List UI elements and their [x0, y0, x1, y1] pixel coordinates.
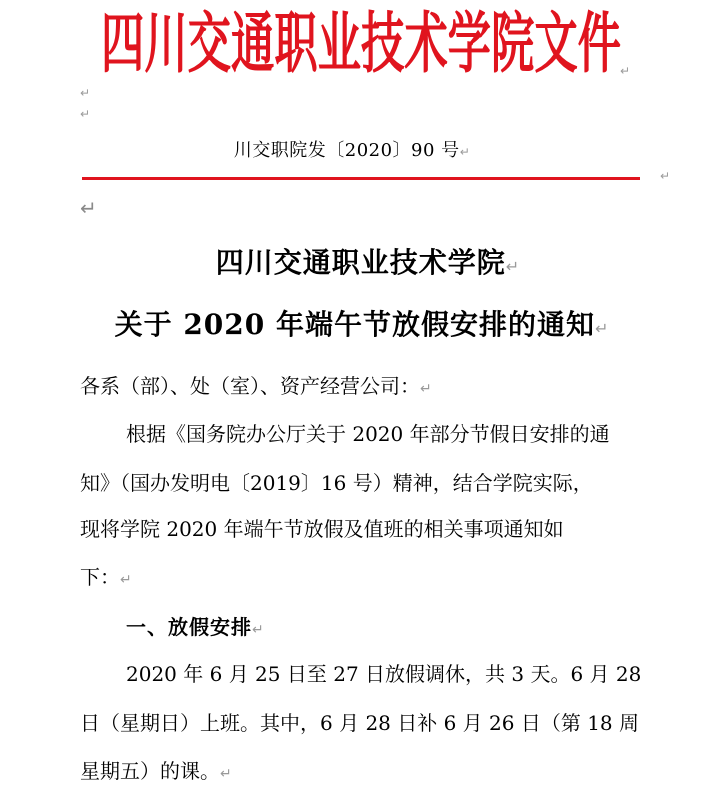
paragraph-mark: ↵ — [595, 319, 610, 338]
section-1-heading-text: 一、放假安排 — [126, 615, 252, 639]
paragraph-mark: ↵ — [420, 381, 432, 397]
blank-line-return-mark: ↵ — [80, 196, 97, 220]
paragraph-1-text: 知》（国办发明电〔2019〕16 号）精神，结合学院实际， — [80, 471, 593, 495]
paragraph-2-text: 日（星期日）上班。其中，6 月 28 日补 6 月 26 日（第 18 周 — [80, 711, 640, 735]
salutation-line — [80, 372, 640, 403]
paragraph-1-line — [80, 469, 640, 497]
paragraph-1-line — [80, 515, 640, 543]
paragraph-mark: ↵ — [459, 145, 471, 159]
empty-paragraph-mark: ↵ — [80, 107, 91, 121]
paragraph-2-text: 星期五）的课。 — [80, 759, 220, 783]
paragraph-mark: ↵ — [620, 64, 631, 78]
notice-title-line-1 — [16, 241, 704, 281]
paragraph-2-line — [126, 660, 686, 688]
paragraph-1-text: 根据《国务院办公厅关于 2020 年部分节假日安排的通 — [126, 422, 610, 446]
paragraph-mark: ↵ — [220, 766, 232, 782]
notice-title-text-2: 关于 2020 年端午节放假安排的通知 — [114, 308, 596, 341]
notice-title-line-2 — [10, 303, 704, 343]
paragraph-1-line — [126, 420, 686, 448]
paragraph-1-text: 现将学院 2020 年端午节放假及值班的相关事项通知如 — [80, 517, 564, 541]
notice-title-text-1: 四川交通职业技术学院 — [215, 246, 506, 279]
paragraph-2-text: 2020 年 6 月 25 日至 27 日放假调休，共 3 天。6 月 28 — [126, 662, 642, 686]
paragraph-2-line — [80, 709, 640, 737]
paragraph-mark: ↵ — [660, 169, 671, 183]
document-number-text: 川交职院发〔2020〕90 号 — [233, 140, 460, 161]
paragraph-1-text: 下： — [80, 565, 120, 589]
empty-paragraph-mark: ↵ — [80, 86, 91, 100]
paragraph-mark: ↵ — [505, 257, 521, 276]
section-1-heading — [126, 613, 686, 644]
paragraph-1-line — [80, 563, 640, 594]
document-header-title — [96, 2, 626, 78]
paragraph-2-line — [80, 757, 640, 788]
paragraph-mark: ↵ — [252, 622, 265, 638]
red-separator-rule — [82, 177, 640, 180]
paragraph-mark: ↵ — [120, 572, 132, 588]
header-title-text: 四川交通职业技术学院文件 — [101, 5, 621, 78]
salutation-text: 各系（部）、处（室）、资产经营公司： — [80, 374, 420, 398]
header-title-svg — [96, 2, 626, 78]
document-number — [0, 136, 704, 162]
